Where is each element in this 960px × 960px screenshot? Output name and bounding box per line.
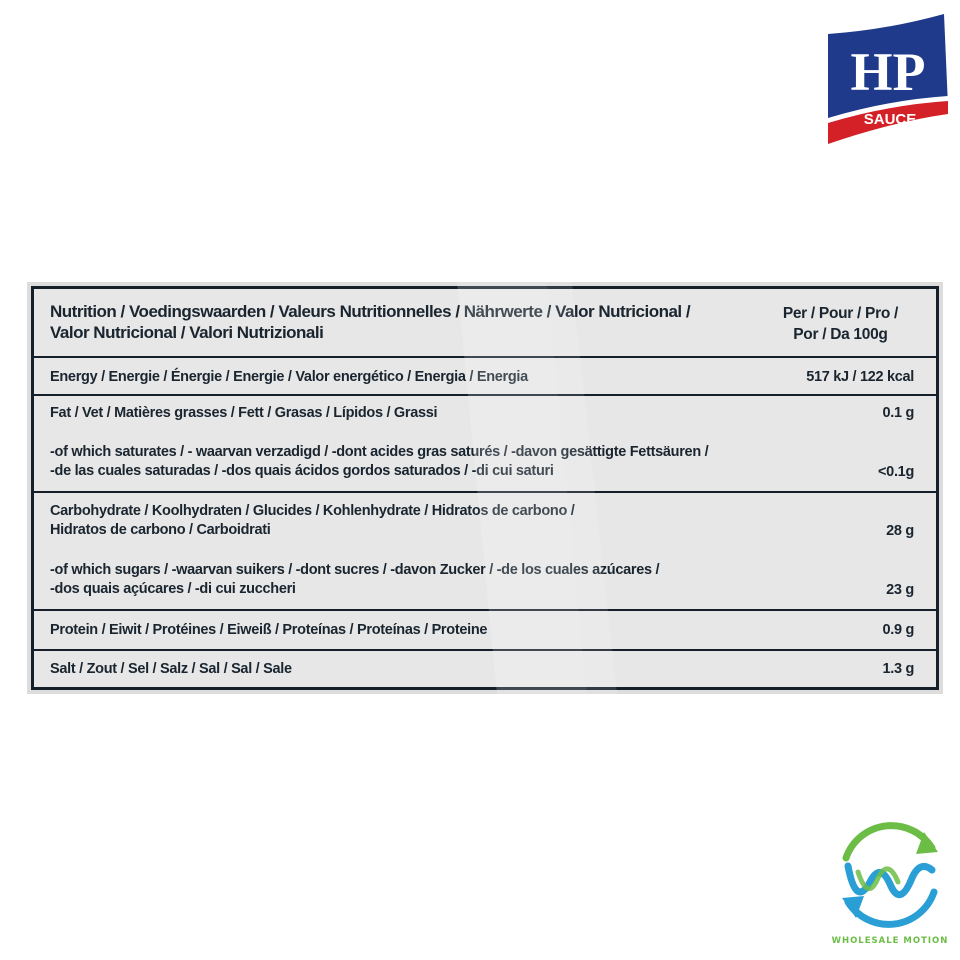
wholesale-motion-label: WHOLESALE MOTION bbox=[831, 936, 949, 946]
row-label: Energy / Energie / Énergie / Energie / Valor energético / Energia / Energia bbox=[50, 369, 528, 385]
table-row-carbohydrate bbox=[34, 493, 936, 611]
row-sublabel: -of which sugars / -waarvan suikers / -dont sucres / -davon Zucker / -de los cuales azúcares / -dos quais açúcares / -di cui zuccheri bbox=[50, 562, 660, 597]
table-row-fat bbox=[34, 396, 936, 493]
row-label: Salt / Zout / Sel / Salz / Sal / Sal / Sale bbox=[50, 661, 292, 677]
table-header-row bbox=[34, 289, 936, 358]
row-label: Fat / Vet / Matières grasses / Fett / Grasas / Lípidos / Grassi bbox=[50, 405, 438, 421]
table-row-protein bbox=[34, 611, 936, 651]
row-value: 0.1 g bbox=[882, 405, 914, 421]
row-value: 517 kJ / 122 kcal bbox=[806, 369, 914, 385]
table-header-label: Nutrition / Voedingswaarden / Valeurs Nutritionnelles / Nährwerte / Valor Nutricional / Valor Nutricional / Valori Nutrizionali bbox=[50, 302, 691, 342]
nutrition-panel bbox=[27, 282, 943, 694]
row-subvalue: 23 g bbox=[886, 582, 914, 598]
svg-text:HP: HP bbox=[850, 42, 926, 102]
row-value: 28 g bbox=[886, 523, 914, 539]
row-label: Protein / Eiwit / Protéines / Eiweiß / Proteínas / Proteínas / Proteine bbox=[50, 622, 488, 638]
wholesale-motion-icon bbox=[828, 812, 952, 936]
nutrition-table-frame bbox=[31, 286, 939, 690]
row-subvalue: <0.1g bbox=[878, 464, 914, 480]
table-header-per: Per / Pour / Pro / Por / Da 100g bbox=[782, 305, 898, 343]
row-sublabel: -of which saturates / - waarvan verzadigd / -dont acides gras saturés / -davon gesättigte Fettsäuren / -de las cuales saturadas / -dos quais ácidos gordos saturados / -di cui saturi bbox=[50, 444, 709, 479]
hp-sauce-logo bbox=[826, 10, 950, 146]
row-value: 0.9 g bbox=[882, 622, 914, 638]
svg-text:SAUCE: SAUCE bbox=[863, 111, 917, 128]
nutrition-table bbox=[34, 289, 936, 687]
row-value: 1.3 g bbox=[882, 661, 914, 677]
row-label: Carbohydrate / Koolhydraten / Glucides / Kohlenhydrate / Hidratos de carbono / Hidratos de carbono / Carboidrati bbox=[50, 503, 575, 538]
table-row-salt bbox=[34, 651, 936, 691]
wholesale-motion-logo bbox=[828, 812, 952, 952]
table-row-energy bbox=[34, 358, 936, 396]
